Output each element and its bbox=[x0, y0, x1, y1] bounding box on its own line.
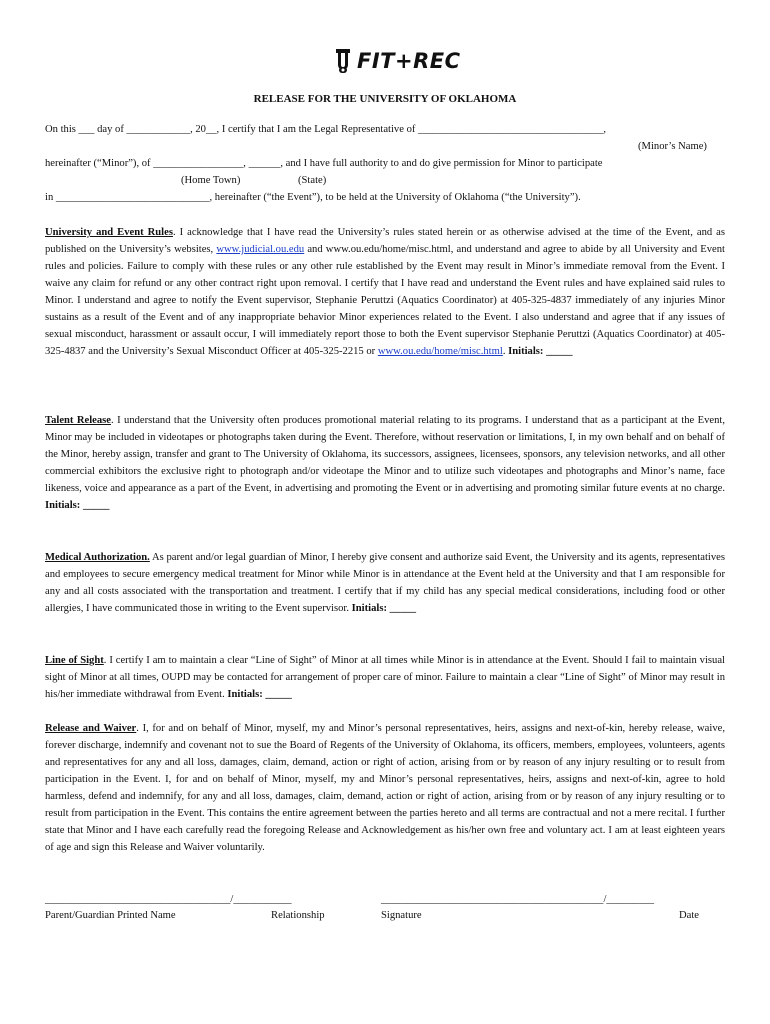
sight-heading: Line of Sight bbox=[45, 655, 104, 666]
rules-section bbox=[45, 224, 725, 360]
parent-signature-line[interactable]: ___________________________________/___________ bbox=[45, 894, 292, 905]
signature-date-line[interactable]: __________________________________________/_________ bbox=[381, 894, 655, 905]
intro-line-1: On this ___ day of ____________, 20__, I certify that I am the Legal Representative of ___________________________________, bbox=[45, 124, 607, 135]
medical-heading: Medical Authorization. bbox=[45, 552, 150, 563]
intro-line-3: in _____________________________, hereinafter (“the Event”), to be held at the University of Oklahoma (“the University”). bbox=[45, 192, 581, 203]
sight-text: . I certify I am to maintain a clear “Line of Sight” of Minor at all times while Minor is in attendance at the Event. Should I fail to maintain visual sight of Minor at all times, OUPD may be contacted for arrangement of proper care of minor. Failure to maintain a clear “Line of Sight” of Minor may result in his/her immediate withdrawal from Event. bbox=[45, 655, 725, 700]
signature-label: Signature bbox=[381, 910, 422, 921]
judicial-link[interactable]: www.judicial.ou.edu bbox=[216, 244, 305, 255]
talent-text: . I understand that the University often produces promotional material relating to its programs. I understand that as a participant at the Event, Minor may be included in videotapes or photographs taken during the Event. Therefore, without reservation or limitations, I, in my own behalf and on behalf of the Minor, hereby assign, transfer and grant to The University of Oklahoma, its successors, assignees, licensees, sponsors, any television networks, and all other commercial exhibitors the exclusive right to photograph and/or videotape the Minor and to utilize such videotapes and photographs and Minor’s name, face likeness, voice and appearance as a part of the Event, in advertising and promoting the Event or in advertising and promoting similar future events at no charge. bbox=[45, 415, 725, 494]
fit-rec-logo bbox=[332, 46, 461, 76]
rules-heading: University and Event Rules bbox=[45, 227, 173, 238]
parent-name-label: Parent/Guardian Printed Name bbox=[45, 910, 176, 921]
document-title: RELEASE FOR THE UNIVERSITY OF OKLAHOMA bbox=[253, 93, 517, 105]
misc-link[interactable]: www.ou.edu/home/misc.html bbox=[377, 346, 503, 357]
home-town-label: (Home Town) bbox=[181, 175, 241, 186]
logo-brand-text: FIT+REC bbox=[357, 49, 461, 73]
talent-heading: Talent Release bbox=[45, 415, 111, 426]
rules-initials: Initials: _____ bbox=[508, 346, 573, 357]
rules-text-c: . bbox=[502, 346, 509, 357]
intro-line-2: hereinafter (“Minor”), of _________________, ______, and I have full authority to and do give permission for Minor to participate bbox=[45, 158, 603, 169]
waiver-heading: Release and Waiver bbox=[45, 723, 137, 734]
state-label: (State) bbox=[298, 175, 327, 186]
rules-text-a: . I acknowledge that I have read the University’s rules stated herein or as otherwise advised at the time of the Event, and as published on the University’s websites, bbox=[45, 227, 725, 255]
waiver-section bbox=[45, 720, 725, 856]
medical-initials: Initials: _____ bbox=[351, 603, 417, 614]
waiver-text: . I, for and on behalf of Minor, myself, my and Minor’s personal representatives, heirs, assigns and next-of-kin, hereby release, waive, forever discharge, indemnify and covenant not to sue the Board of Regents of the University of Oklahoma, its officers, members, employees, volunteers, agents and representatives for any and all loss, damages, claim, demand, action or right of action, arising from or by reason of any injury resulting or to result from participation in the Event. I, for and on behalf of Minor, myself, my and Minor’s personal representatives, heirs, assigns and next-of-kin, agree to hold harmless, defend and indemnify, for any and all loss, damages, claim, demand, action or right of action, arising from or by reason of any injury resulting or to result from participation in the Event. This contains the entire agreement between the parties hereto and all terms are contractual and not a mere recital. I further state that Minor and I have each carefully read the foregoing Release and Acknowledgement as his/her own free and voluntary act. I am at least eighteen years of age and sign this Release and Waiver voluntarily. bbox=[45, 723, 725, 853]
ou-interlocking-logo-icon bbox=[332, 47, 354, 75]
date-label: Date bbox=[679, 910, 699, 921]
medical-section bbox=[45, 549, 725, 617]
minor-name-label: (Minor’s Name) bbox=[638, 141, 707, 152]
talent-initials: Initials: _____ bbox=[45, 500, 110, 511]
medical-text: As parent and/or legal guardian of Minor, I hereby give consent and authorize said Event, the University and its agents, representatives and employees to secure emergency medical treatment for Minor while Minor is in attendance at the Event held at the University and that I am responsible for any and all costs associated with the transportation and treatment. I certify that if my child has any special medical considerations, including food or other allergies, I have communicated those in writing to the Event supervisor. bbox=[45, 552, 725, 614]
relationship-label: Relationship bbox=[271, 910, 325, 921]
talent-section bbox=[45, 412, 725, 514]
sight-initials: Initials: _____ bbox=[227, 689, 292, 700]
rules-text-b: and www.ou.edu/home/misc.html, and understand and agree to abide by all University and Event rules and policies. Failure to comply with these rules or any other rule established by the Event may result in Minor’s immediate removal from the Event. I waive any claim for refund or any other contract right upon removal. I certify that I have read and understand the Event rules and have explained said rules to Minor. I understand and agree to notify the Event supervisor, Stephanie Peruttzi (Aquatics Coordinator) at 405-325-4837 immediately of any injuries Minor sustains as a result of the Event and of any inappropriate behavior Minor experiences related to the Event. I also understand and agree that if any issues of sexual misconduct, harassment or assault occur, I will immediately report those to both the Event supervisor Stephanie Peruttzi (Aquatics Coordinator) at 405-325-4837 and the University’s Sexual Misconduct Officer at 405-325-2215 or bbox=[45, 244, 725, 357]
sight-section bbox=[45, 652, 725, 703]
